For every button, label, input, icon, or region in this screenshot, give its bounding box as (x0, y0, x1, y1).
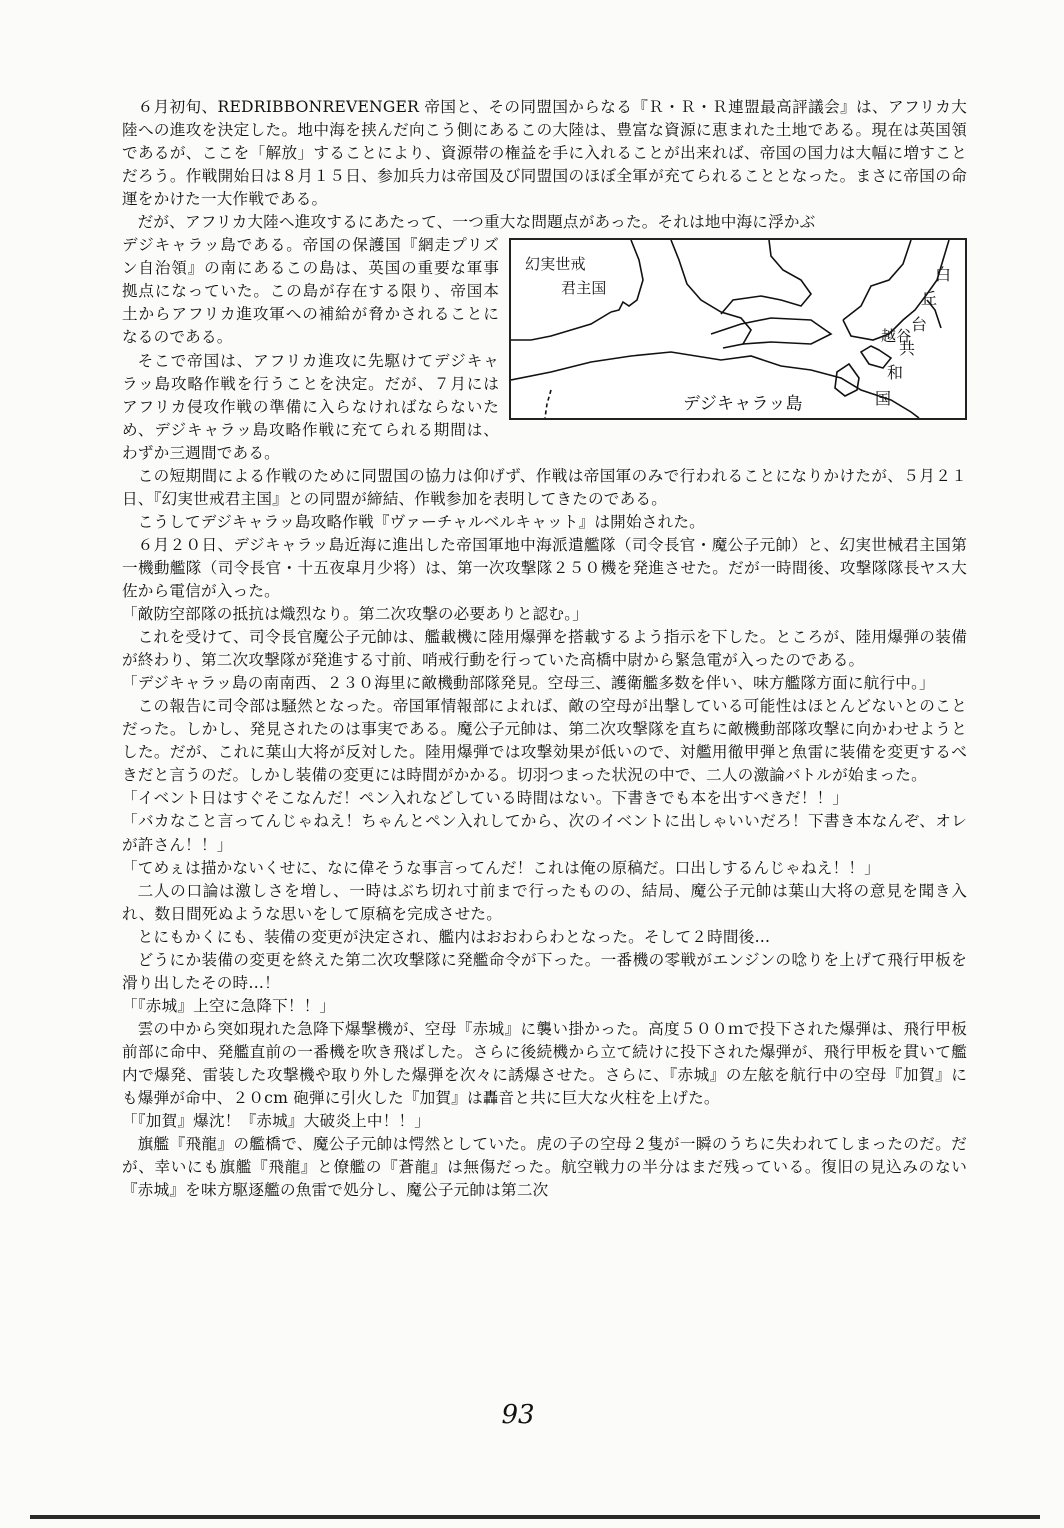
paragraph: これを受けて、司令長官魔公子元帥は、艦載機に陸用爆弾を搭載するよう指示を下した。ところが、陸用爆弾の装備が終わり、第二次攻撃隊が発進する寸前、哨戒行動を行っていた高橋中尉から緊急電が入ったのである。 (122, 628, 967, 670)
map-label-shiraoka-char: 和 (887, 363, 904, 383)
quoted-line: 「イベント日はすぐそこなんだ！ペン入れなどしている時間はない。下書きでも本を出すべきだ！！」 (122, 789, 849, 808)
body-text (122, 96, 967, 1202)
paragraph: ６月２０日、デジキャラッ島近海に進出した帝国軍地中海派遣艦隊（司令長官・魔公子元帥）と、幻実世械君主国第一機動艦隊（司令長官・十五夜皐月少将）は、第一次攻撃隊２５０機を発進させた。だが一時間後、攻撃隊隊長ヤス大佐から電信が入った。 (122, 535, 967, 600)
paragraph: こうしてデジキャラッ島攻略作戦『ヴァーチャルベルキャット』は開始された。 (137, 512, 705, 531)
map-label-shiraoka-char: 国 (875, 389, 892, 409)
paragraph: 雲の中から突如現れた急降下爆撃機が、空母『赤城』に襲い掛かった。高度５００ｍで投下された爆弾は、飛行甲板前部に命中、発艦直前の一番機を吹き飛ばした。さらに後続機から立て続けに投下された爆弾が、飛行甲板を貫いて艦内で爆発、雷装した攻撃機や取り外した爆弾を次々に誘爆させた。さらに、『赤城』の左舷を航行中の空母『加賀』にも爆弾が命中、２０cm 砲弾に引火した『加賀』は轟音と共に巨大な火柱を上げた。 (122, 1019, 967, 1108)
quoted-line: 「『赤城』上空に急降下！！」 (122, 996, 336, 1015)
paragraph: この報告に司令部は騒然となった。帝国軍情報部によれば、敵の空母が出撃している可能性はほとんどないとのことだった。しかし、発見されたのは事実である。魔公子元帥は、第二次攻撃隊を直ちに敵機動部隊攻撃に向かわせようとした。だが、これに葉山大将が反対した。陸用爆弾では攻撃効果が低いので、対艦用徹甲弾と魚雷に装備を変更するべきだと言うのだ。しかし装備の変更には時間がかかる。切羽つまった状況の中で、二人の激論バトルが始まった。 (122, 697, 967, 785)
paragraph: どうにか装備の変更を終えた第二次攻撃隊に発艦命令が下った。一番機の零戦がエンジンの唸りを上げて飛行甲板を滑り出したその時…！ (122, 950, 967, 992)
map-label-koshigaya: 越谷 (881, 327, 912, 346)
quoted-line: 「バカなこと言ってんじゃねえ！ちゃんとペン入れしてから、次のイベントに出しゃいいだろ！下書き本なんぞ、オレが許さん！！」 (122, 812, 967, 854)
quoted-line: 「敵防空部隊の抵抗は熾烈なり。第二次攻撃の必要ありと認む。」 (122, 605, 589, 624)
paragraph: とにもかくにも、装備の変更が決定され、艦内はおおわらわとなった。そして２時間後… (137, 927, 771, 946)
body-text-continued (122, 465, 967, 1203)
quoted-line: 「てめぇは描かないくせに、なに偉そうな事言ってんだ！これは俺の原稿だ。口出しするんじゃねえ！！」 (122, 858, 880, 877)
map-label-shiraoka-char: 丘 (921, 289, 938, 309)
map-label-shiraoka-char: 白 (935, 265, 952, 285)
paragraph: そこで帝国は、アフリカ進攻に先駆けてデジキャラッ島攻略作戦を行うことを決定。だが、７月にはアフリカ侵攻作戦の準備に入らなければならないため、デジキャラッ島攻略作戦に充てられる期間は、わずか三週間である。 (122, 351, 499, 462)
paragraph: 旗艦『飛龍』の艦橋で、魔公子元帥は愕然としていた。虎の子の空母２隻が一瞬のうちに失われてしまったのだ。だが、幸いにも旗艦『飛龍』と僚艦の『蒼龍』は無傷だった。航空戦力の半分はまだ残っている。復旧の見込みのない『赤城』を味方駆逐艦の魚雷で処分し、魔公子元帥は第二次 (122, 1135, 967, 1200)
map-label-digicharat-island: デジキャラッ島 (683, 394, 803, 415)
paragraph: 二人の口論は激しさを増し、一時はぶち切れ寸前まで行ったものの、結局、魔公子元帥は葉山大将の意見を聞き入れ、数日間死ぬような思いをして原稿を完成させた。 (122, 881, 967, 923)
map-label-shiraoka-char: 共 (899, 339, 916, 359)
paragraph: この短期間による作戦のために同盟国の協力は仰げず、作戦は帝国軍のみで行われることになりかけたが、５月２１日、『幻実世戒君主国』との同盟が締結、作戦参加を表明してきたのである。 (122, 466, 967, 508)
quoted-line: 「『加賀』爆沈！『赤城』大破炎上中！！」 (122, 1112, 431, 1131)
map-label-genjitsu-line1: 幻実世戒 (525, 255, 586, 274)
map-label-shiraoka-char: 台 (911, 315, 928, 335)
map-figure (509, 238, 971, 432)
paragraph: デジキャラッ島である。帝国の保護国『網走プリズン自治領』の南にあるこの島は、英国の重要な軍事拠点になっていた。この島が存在する限り、帝国本土からアフリカ進攻軍への補給が脅かされることになるのである。 (122, 236, 499, 347)
map-label-genjitsu-line2: 君主国 (561, 279, 607, 298)
paragraph: だが、アフリカ大陸へ進攻するにあたって、一つ重大な問題点があった。それは地中海に浮かぶ (137, 213, 816, 232)
bottom-rule (30, 1515, 1040, 1519)
paragraph: ６月初旬、REDRIBBONREVENGER 帝国と、その同盟国からなる『Ｒ・Ｒ・Ｒ連盟最高評議会』は、アフリカ大陸への進攻を決定した。地中海を挟んだ向こう側にあるこの大陸は、豊富な資源に恵まれた土地である。現在は英国領であるが、ここを「解放」することにより、資源帯の権益を手に入れることが出来れば、帝国の国力は大幅に増すことだろう。作戦開始日は８月１５日、参加兵力は帝国及び同盟国のほぼ全軍が充てられることとなった。まさに帝国の命運をかけた一大作戦である。 (122, 98, 967, 209)
map-frame (509, 238, 967, 420)
quoted-line: 「デジキャラッ島の南南西、２３０海里に敵機動部隊発見。空母三、護衛艦多数を伴い、味方艦隊方面に航行中。」 (122, 674, 935, 693)
map-label-shiraoka (511, 240, 965, 418)
page-number: 93 (501, 1400, 535, 1430)
